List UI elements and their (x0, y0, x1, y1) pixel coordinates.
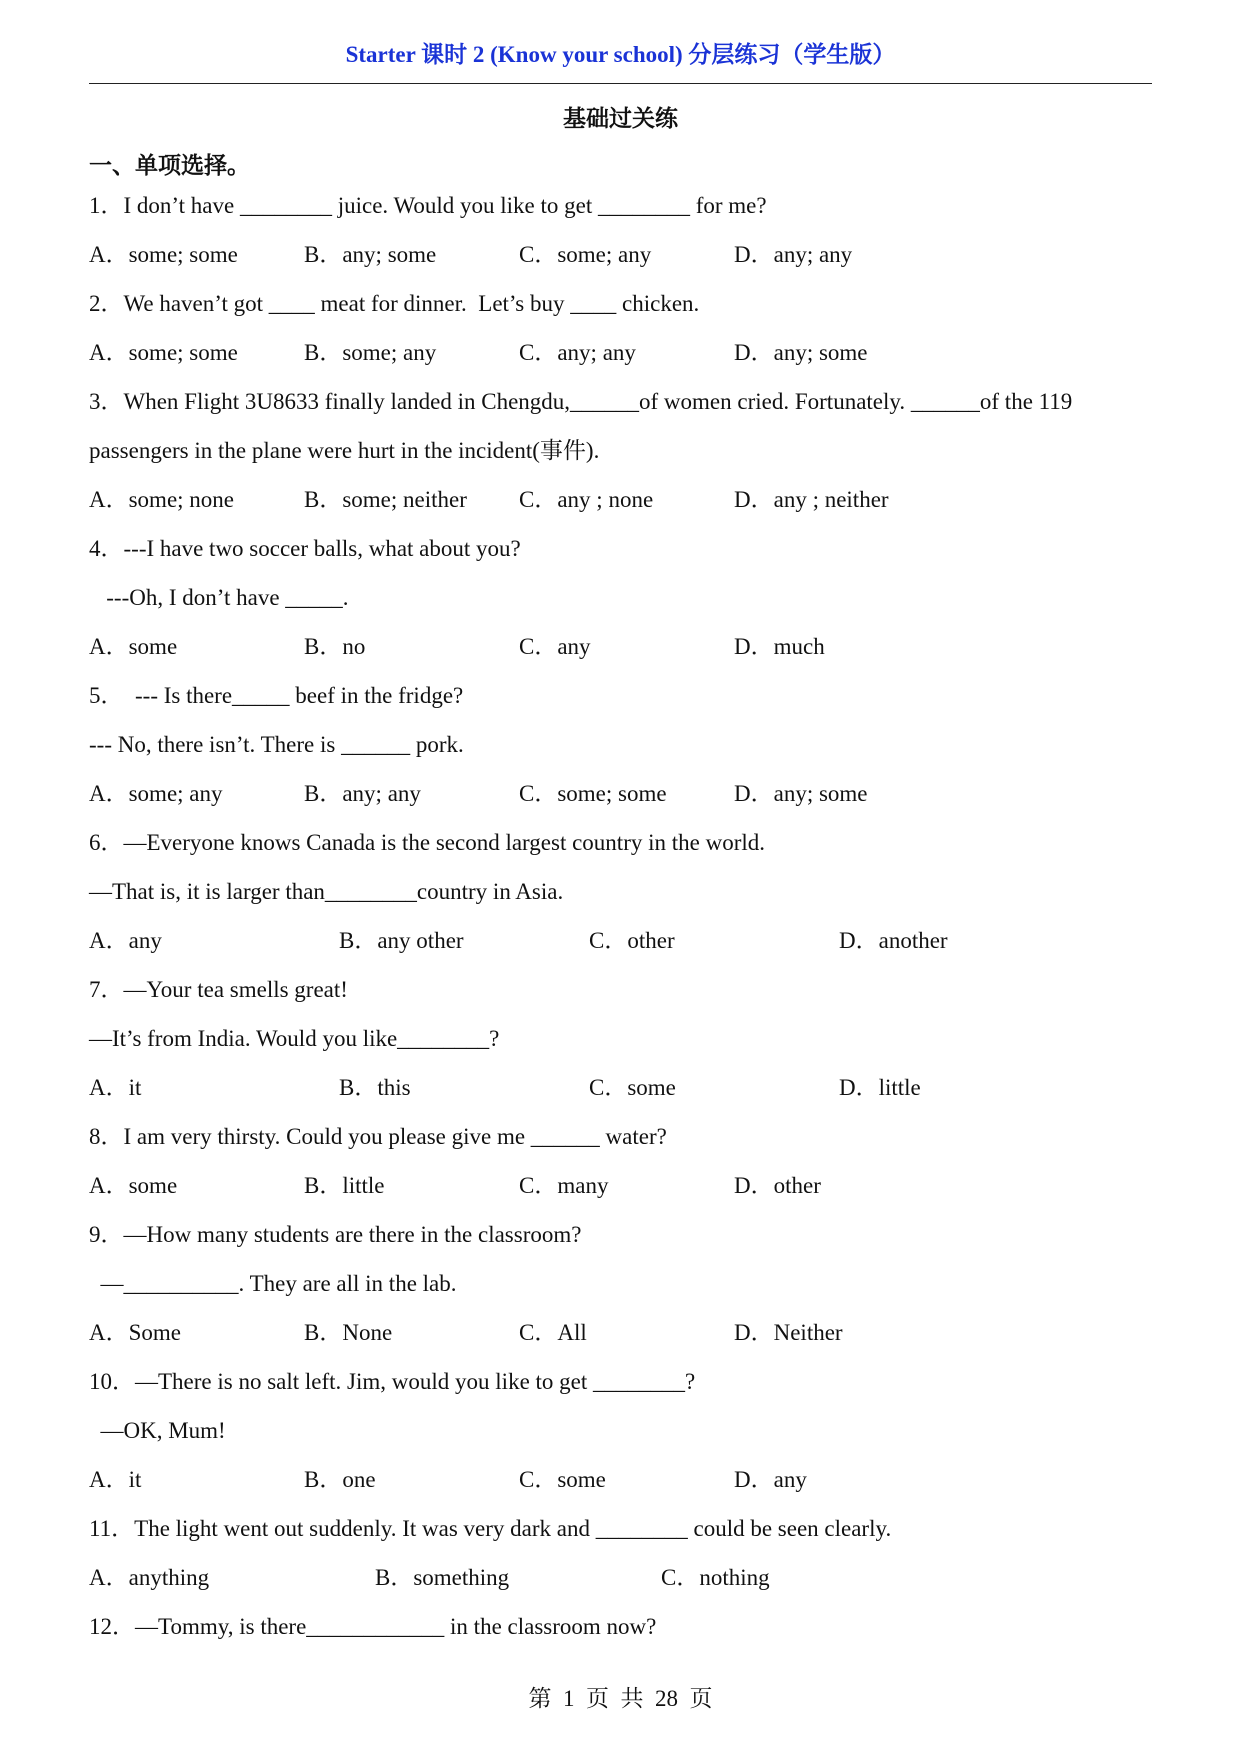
question-text: passengers in the plane were hurt in the incident(事件). (89, 438, 600, 463)
section-title: 基础过关练 (563, 106, 678, 131)
question-text: 4．---I have two soccer balls, what about you? (89, 536, 521, 561)
answer-option[interactable]: A．some; any (89, 781, 223, 806)
answer-option[interactable]: B．little (304, 1173, 385, 1198)
answer-option[interactable]: A．it (89, 1467, 142, 1492)
answer-options (89, 1319, 1159, 1368)
question-text: 11．The light went out suddenly. It was very dark and ________ could be seen clearly. (89, 1516, 892, 1541)
answer-options (89, 486, 1159, 535)
question-text: —That is, it is larger than________country in Asia. (89, 879, 564, 904)
question-text: —It’s from India. Would you like________? (89, 1026, 500, 1051)
question-item (89, 290, 1159, 388)
answer-option[interactable]: B．some; neither (304, 487, 467, 512)
answer-option[interactable]: B．any other (339, 928, 464, 953)
question-text: ---Oh, I don’t have _____. (89, 585, 349, 610)
question-item (89, 1515, 1159, 1613)
answer-option[interactable]: A．some; some (89, 242, 238, 267)
answer-option[interactable]: B．any; any (304, 781, 421, 806)
answer-option[interactable]: C．some; some (519, 781, 667, 806)
answer-option[interactable]: C．any (519, 634, 591, 659)
question-text: 1．I don’t have ________ juice. Would you like to get ________ for me? (89, 193, 767, 218)
answer-options (89, 241, 1159, 290)
question-item (89, 829, 1159, 976)
answer-option[interactable]: B．some; any (304, 340, 437, 365)
answer-option[interactable]: A．some; some (89, 340, 238, 365)
question-text: —__________. They are all in the lab. (89, 1271, 457, 1296)
answer-option[interactable]: C．All (519, 1320, 587, 1345)
answer-option[interactable]: B．None (304, 1320, 393, 1345)
answer-options (89, 1466, 1159, 1515)
answer-option[interactable]: B．one (304, 1467, 376, 1492)
answer-option[interactable]: B．no (304, 634, 366, 659)
answer-option[interactable]: C．some (519, 1467, 606, 1492)
answer-option[interactable]: C．nothing (661, 1565, 770, 1590)
answer-option[interactable]: A．any (89, 928, 162, 953)
answer-options (89, 633, 1159, 682)
question-item (89, 192, 1159, 290)
answer-option[interactable]: A．it (89, 1075, 142, 1100)
answer-option[interactable]: A．some; none (89, 487, 235, 512)
answer-options (89, 339, 1159, 388)
answer-option[interactable]: A．anything (89, 1565, 210, 1590)
part-title: 一、单项选择。 (89, 153, 250, 178)
question-item (89, 1613, 1159, 1662)
answer-option[interactable]: D．any; any (734, 242, 853, 267)
answer-options (89, 780, 1159, 829)
question-item (89, 388, 1159, 535)
question-text: —OK, Mum! (89, 1418, 226, 1443)
question-item (89, 976, 1159, 1123)
question-text: 7．—Your tea smells great! (89, 977, 348, 1002)
answer-option[interactable]: D．much (734, 634, 825, 659)
question-text: 9．—How many students are there in the classroom? (89, 1222, 582, 1247)
answer-options (89, 927, 1159, 976)
answer-option[interactable]: D．any ; neither (734, 487, 889, 512)
answer-option[interactable]: A．some (89, 634, 178, 659)
question-text: 12．—Tommy, is there____________ in the classroom now? (89, 1614, 657, 1639)
answer-option[interactable]: D．any; some (734, 340, 868, 365)
question-item (89, 535, 1159, 682)
answer-option[interactable]: D．little (839, 1075, 921, 1100)
question-text: 3．When Flight 3U8633 finally landed in Chengdu,______of women cried. Fortunately. ______of the 119 (89, 389, 1073, 414)
answer-option[interactable]: A．Some (89, 1320, 181, 1345)
question-text: 6．—Everyone knows Canada is the second largest country in the world. (89, 830, 766, 855)
answer-option[interactable]: C．other (589, 928, 675, 953)
answer-option[interactable]: D．another (839, 928, 948, 953)
answer-options (89, 1564, 1159, 1613)
answer-option[interactable]: D．any (734, 1467, 807, 1492)
question-text: 10．—There is no salt left. Jim, would you like to get ________? (89, 1369, 696, 1394)
answer-option[interactable]: B．any; some (304, 242, 437, 267)
question-text: 5． --- Is there_____ beef in the fridge? (89, 683, 464, 708)
answer-option[interactable]: C．any ; none (519, 487, 654, 512)
answer-option[interactable]: C．some (589, 1075, 676, 1100)
answer-option[interactable]: B．this (339, 1075, 411, 1100)
answer-option[interactable]: C．any; any (519, 340, 636, 365)
page-header-title: Starter 课时 2 (Know your school) 分层练习（学生版） (345, 42, 896, 67)
answer-option[interactable]: D．Neither (734, 1320, 843, 1345)
answer-options (89, 1172, 1159, 1221)
question-item (89, 1368, 1159, 1515)
answer-option[interactable]: D．other (734, 1173, 821, 1198)
answer-options (89, 1074, 1159, 1123)
answer-option[interactable]: C．many (519, 1173, 609, 1198)
question-text: 2．We haven’t got ____ meat for dinner. Let’s buy ____ chicken. (89, 291, 700, 316)
answer-option[interactable]: D．any; some (734, 781, 868, 806)
answer-option[interactable]: B．something (375, 1565, 510, 1590)
question-text: --- No, there isn’t. There is ______ pork. (89, 732, 464, 757)
question-item (89, 1123, 1159, 1221)
page-footer: 第 1 页 共 28 页 (528, 1686, 713, 1711)
question-text: 8．I am very thirsty. Could you please give me ______ water? (89, 1124, 667, 1149)
question-item (89, 682, 1159, 829)
question-list (89, 192, 1159, 1662)
answer-option[interactable]: A．some (89, 1173, 178, 1198)
question-item (89, 1221, 1159, 1368)
header-divider (89, 83, 1152, 84)
answer-option[interactable]: C．some; any (519, 242, 652, 267)
